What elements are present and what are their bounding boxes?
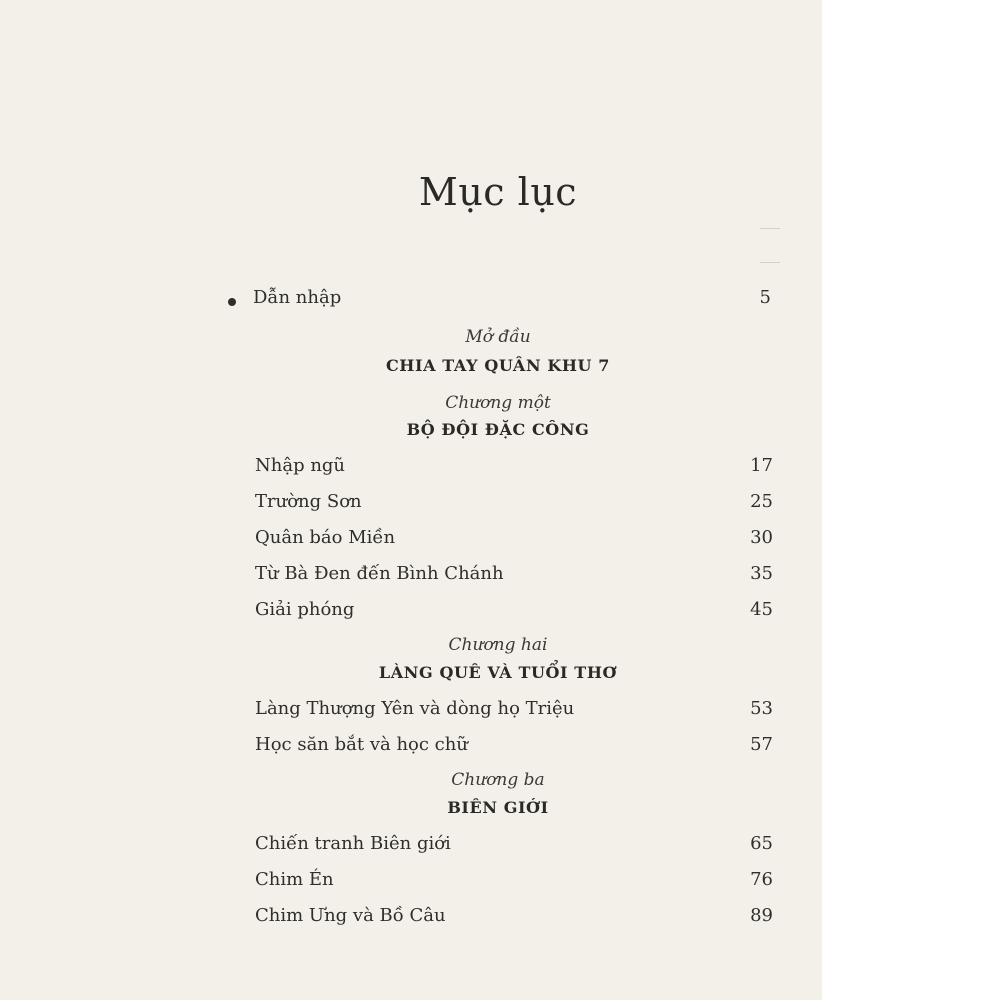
toc-entry (255, 563, 773, 593)
toc-entry-label: Dẫn nhập (253, 287, 342, 308)
toc-entry-page: 30 (750, 527, 773, 548)
section-heading: BIÊN GIỚI (447, 798, 549, 817)
toc-entry (255, 527, 773, 557)
toc-entry-label: Giải phóng (255, 599, 355, 620)
toc-entry-label: Chim Én (255, 869, 334, 890)
toc-entry-label: Từ Bà Đen đến Bình Chánh (255, 563, 504, 584)
toc-entry (255, 455, 773, 485)
toc-entry-page: 45 (750, 599, 773, 620)
toc-entry (255, 698, 773, 728)
section-heading: BỘ ĐỘI ĐẶC CÔNG (406, 420, 590, 439)
toc-entry-page: 17 (750, 455, 773, 476)
toc-entry-page: 57 (750, 734, 773, 755)
toc-entry-label: Chim Ưng và Bồ Câu (255, 905, 446, 926)
part-label: Chương hai (448, 635, 548, 655)
toc-entry (255, 599, 773, 629)
toc-entry (255, 833, 773, 863)
part-label: Mở đầu (465, 327, 531, 347)
toc-entry-page: 53 (750, 698, 773, 719)
toc-entry-label: Nhập ngũ (255, 455, 346, 476)
page-title: Mục lục (418, 170, 578, 214)
toc-entry (255, 491, 773, 521)
toc-entry-page: 76 (750, 869, 773, 890)
toc-entry-label: Quân báo Miền (255, 527, 396, 548)
toc-entry-page: 5 (759, 287, 771, 308)
toc-entry-page: 25 (750, 491, 773, 512)
part-label: Chương ba (451, 770, 545, 790)
part-label: Chương một (445, 393, 551, 413)
toc-entry-label: Chiến tranh Biên giới (255, 833, 451, 854)
bullet-icon (228, 298, 236, 306)
toc-entry (255, 869, 773, 899)
toc-entry (255, 734, 773, 764)
toc-entry-page: 65 (750, 833, 773, 854)
toc-entry-label: Trường Sơn (255, 491, 362, 512)
bleed-through-mark (760, 228, 780, 229)
bleed-through-mark (760, 262, 780, 263)
toc-entry (255, 905, 773, 935)
section-heading: CHIA TAY QUÂN KHU 7 (385, 356, 611, 375)
section-heading: LÀNG QUÊ VÀ TUỔI THƠ (378, 663, 618, 682)
toc-entry-label: Học săn bắt và học chữ (255, 734, 468, 755)
toc-entry-page: 89 (750, 905, 773, 926)
toc-entry-intro (253, 287, 771, 317)
toc-entry-page: 35 (750, 563, 773, 584)
toc-entry-label: Làng Thượng Yên và dòng họ Triệu (255, 698, 575, 719)
